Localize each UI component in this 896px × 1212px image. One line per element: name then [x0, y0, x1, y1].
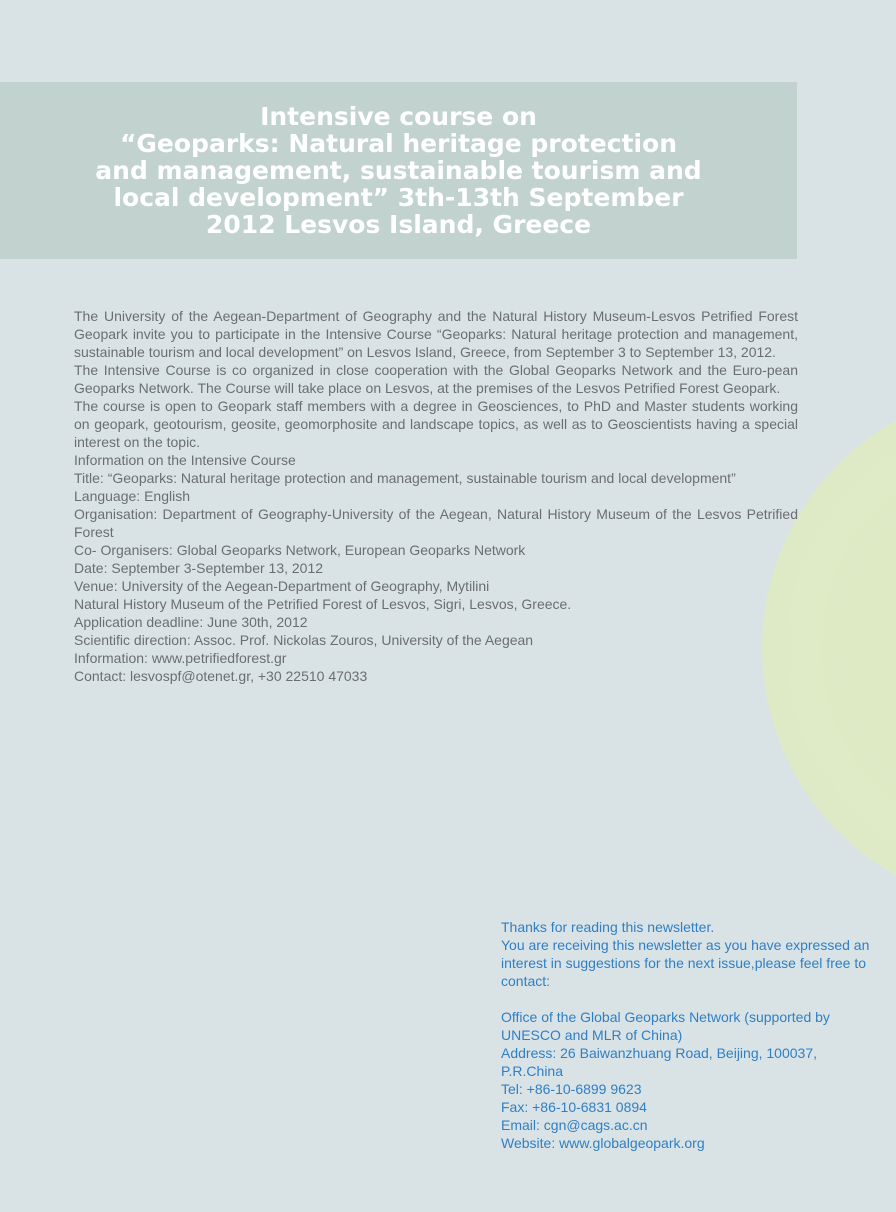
newsletter-footer — [501, 918, 871, 1152]
info-deadline: Application deadline: June 30th, 2012 — [74, 614, 308, 630]
footer-office: Office of the Global Geoparks Network (supported by UNESCO and MLR of China) — [501, 1009, 830, 1043]
title-line: local development” 3th-13th September — [113, 183, 684, 212]
footer-thanks: Thanks for reading this newsletter. — [501, 919, 715, 935]
footer-tel: Tel: +86-10-6899 9623 — [501, 1081, 642, 1097]
eligibility-paragraph: The course is open to Geopark staff members with a degree in Geosciences, to PhD and Master students working on geopark, geotourism, geosite, geomorphosite and landscape topics, as well as to Geoscientists having a special interest on the topic. — [74, 398, 798, 450]
title-line: and management, sustainable tourism and — [95, 156, 702, 185]
footer-fax: Fax: +86-10-6831 0894 — [501, 1099, 647, 1115]
info-co-organisers: Co- Organisers: Global Geoparks Network, European Geoparks Network — [74, 542, 526, 558]
info-heading: Information on the Intensive Course — [74, 452, 296, 468]
info-title: Title: “Geoparks: Natural heritage protection and management, sustainable tourism and local development” — [74, 470, 736, 486]
footer-address: Address: 26 Baiwanzhuang Road, Beijing, 100037, P.R.China — [501, 1045, 817, 1079]
article-body — [74, 307, 798, 685]
info-language: Language: English — [74, 488, 190, 504]
info-scientific-direction: Scientific direction: Assoc. Prof. Nickolas Zouros, University of the Aegean — [74, 632, 534, 648]
info-date: Date: September 3-September 13, 2012 — [74, 560, 324, 576]
title-line: 2012 Lesvos Island, Greece — [205, 210, 592, 239]
title-banner — [0, 82, 797, 259]
cooperation-paragraph: The Intensive Course is co organized in close cooperation with the Global Geoparks Network and the Euro-pean Geoparks Network. The Course will take place on Lesvos, at the premises of the Lesvos Petrified Forest Geopark. — [74, 362, 798, 396]
info-organisation: Organisation: Department of Geography-University of the Aegean, Natural History Museum of the Lesvos Petrified Forest — [74, 506, 798, 540]
info-website: Information: www.petrifiedforest.gr — [74, 650, 287, 666]
footer-email: Email: cgn@cags.ac.cn — [501, 1117, 648, 1133]
page-title — [0, 103, 797, 238]
info-venue: Venue: University of the Aegean-Department of Geography, Mytilini — [74, 578, 490, 594]
title-line: “Geoparks: Natural heritage protection — [119, 129, 678, 158]
footer-website: Website: www.globalgeopark.org — [501, 1135, 705, 1151]
footer-receiving: You are receiving this newsletter as you have expressed an interest in suggestions for the next issue,please feel free to contact: — [501, 937, 870, 989]
intro-paragraph: The University of the Aegean-Department of Geography and the Natural History Museum-Lesvos Petrified Forest Geopark invite you to participate in the Intensive Course “Geoparks: Natural heritage protection and management, sustainable tourism and local development” on Lesvos Island, Greece, from September 3 to September 13, 2012. — [74, 308, 798, 360]
footer-spacer — [501, 990, 871, 1008]
title-line: Intensive course on — [260, 102, 537, 131]
info-contact: Contact: lesvospf@otenet.gr, +30 22510 47033 — [74, 668, 368, 684]
info-venue-museum: Natural History Museum of the Petrified Forest of Lesvos, Sigri, Lesvos, Greece. — [74, 596, 572, 612]
